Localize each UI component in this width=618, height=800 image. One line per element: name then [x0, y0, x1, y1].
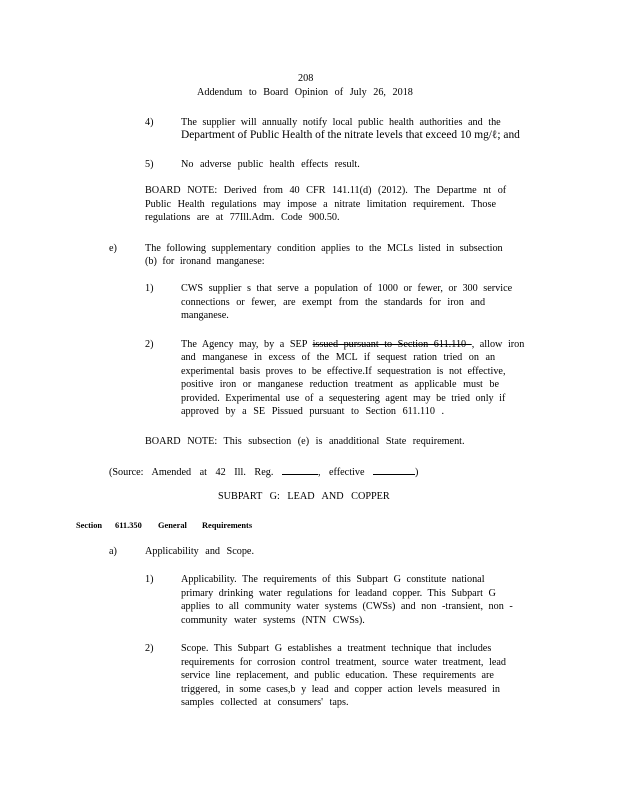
a2-number: 2)	[145, 643, 154, 654]
subsection-a-letter: a)	[109, 546, 117, 557]
source-effective: , effective	[317, 467, 365, 478]
e2-line: positive iron or manganese reduction treatment as applicable must be	[181, 379, 500, 390]
source-line	[109, 464, 418, 479]
a1-line: community water systems (NTN CWSs).	[181, 615, 365, 626]
board-note-line: BOARD NOTE: Derived from 40 CFR 141.11(d) (2012). The Departme nt of	[145, 185, 507, 196]
e2-line-start: The Agency may, by a SEP	[181, 339, 313, 350]
e1-line: manganese.	[181, 310, 229, 321]
a2-line: service line replacement, and public education. These requirements are	[181, 670, 494, 681]
item-5-number: 5)	[145, 159, 154, 170]
item-4-line: Department of Public Health of the nitrate levels that exceed 10 mg/ℓ; and	[181, 129, 520, 141]
e1-line: connections or fewer, are exempt from the standards for iron and	[181, 297, 486, 308]
subsection-a-text: Applicability and Scope.	[145, 546, 255, 557]
e2-line: and manganese in excess of the MCL if sequest ration tried on an	[181, 352, 496, 363]
e2-line: approved by a SE Pissued pursuant to Section 611.110 .	[181, 406, 445, 417]
source-text: (Source: Amended at 42 Ill. Reg.	[109, 467, 274, 478]
section-title: Requirements	[202, 521, 253, 530]
subpart-title: SUBPART G: LEAD AND COPPER	[218, 491, 390, 502]
e1-number: 1)	[145, 283, 154, 294]
page-subtitle: Addendum to Board Opinion of July 26, 2018	[197, 87, 413, 98]
e2-line	[181, 338, 524, 351]
section-label: Section	[76, 521, 103, 530]
board-note-2: BOARD NOTE: This subsection (e) is anadditional State requirement.	[145, 436, 465, 447]
item-5-text: No adverse public health effects result.	[181, 159, 360, 170]
a2-line: requirements for corrosion control treatment, source water treatment, lead	[181, 657, 506, 668]
source-close: )	[415, 467, 419, 478]
subsection-e-line: The following supplementary condition applies to the MCLs listed in subsection	[145, 243, 503, 254]
e1-line: CWS supplier s that serve a population of 1000 or fewer, or 300 service	[181, 283, 513, 294]
e2-line-end: , allow iron	[471, 339, 525, 350]
item-4-number: 4)	[145, 117, 154, 128]
a1-line: Applicability. The requirements of this Subpart G constitute national	[181, 574, 485, 585]
board-note-line: regulations are at 77Ill.Adm. Code 900.50.	[145, 212, 340, 223]
a1-number: 1)	[145, 574, 154, 585]
a1-line: applies to all community water systems (CWSs) and non -transient, non -	[181, 601, 513, 612]
item-4-line: The supplier will annually notify local public health authorities and the	[181, 117, 501, 128]
struck-text: issued pursuant to Section 611.110	[312, 339, 472, 350]
section-title: General	[158, 521, 187, 530]
subsection-e-letter: e)	[109, 243, 117, 254]
date-blank	[373, 464, 415, 475]
subsection-e-line: (b) for ironand manganese:	[145, 256, 265, 267]
board-note-line: Public Health regulations may impose a nitrate limitation requirement. Those	[145, 199, 496, 210]
a2-line: Scope. This Subpart G establishes a treatment technique that includes	[181, 643, 492, 654]
section-number: 611.350	[115, 521, 142, 530]
reg-blank	[282, 464, 318, 475]
e2-line: experimental basis proves to be effective.If sequestration is not effective,	[181, 366, 506, 377]
a1-line: primary drinking water regulations for leadand copper. This Subpart G	[181, 588, 496, 599]
e2-number: 2)	[145, 339, 154, 350]
page-number: 208	[298, 73, 314, 84]
a2-line: samples collected at consumers' taps.	[181, 697, 349, 708]
e2-line: provided. Experimental use of a sequestering agent may be tried only if	[181, 393, 506, 404]
a2-line: triggered, in some cases,b y lead and copper action levels measured in	[181, 684, 500, 695]
